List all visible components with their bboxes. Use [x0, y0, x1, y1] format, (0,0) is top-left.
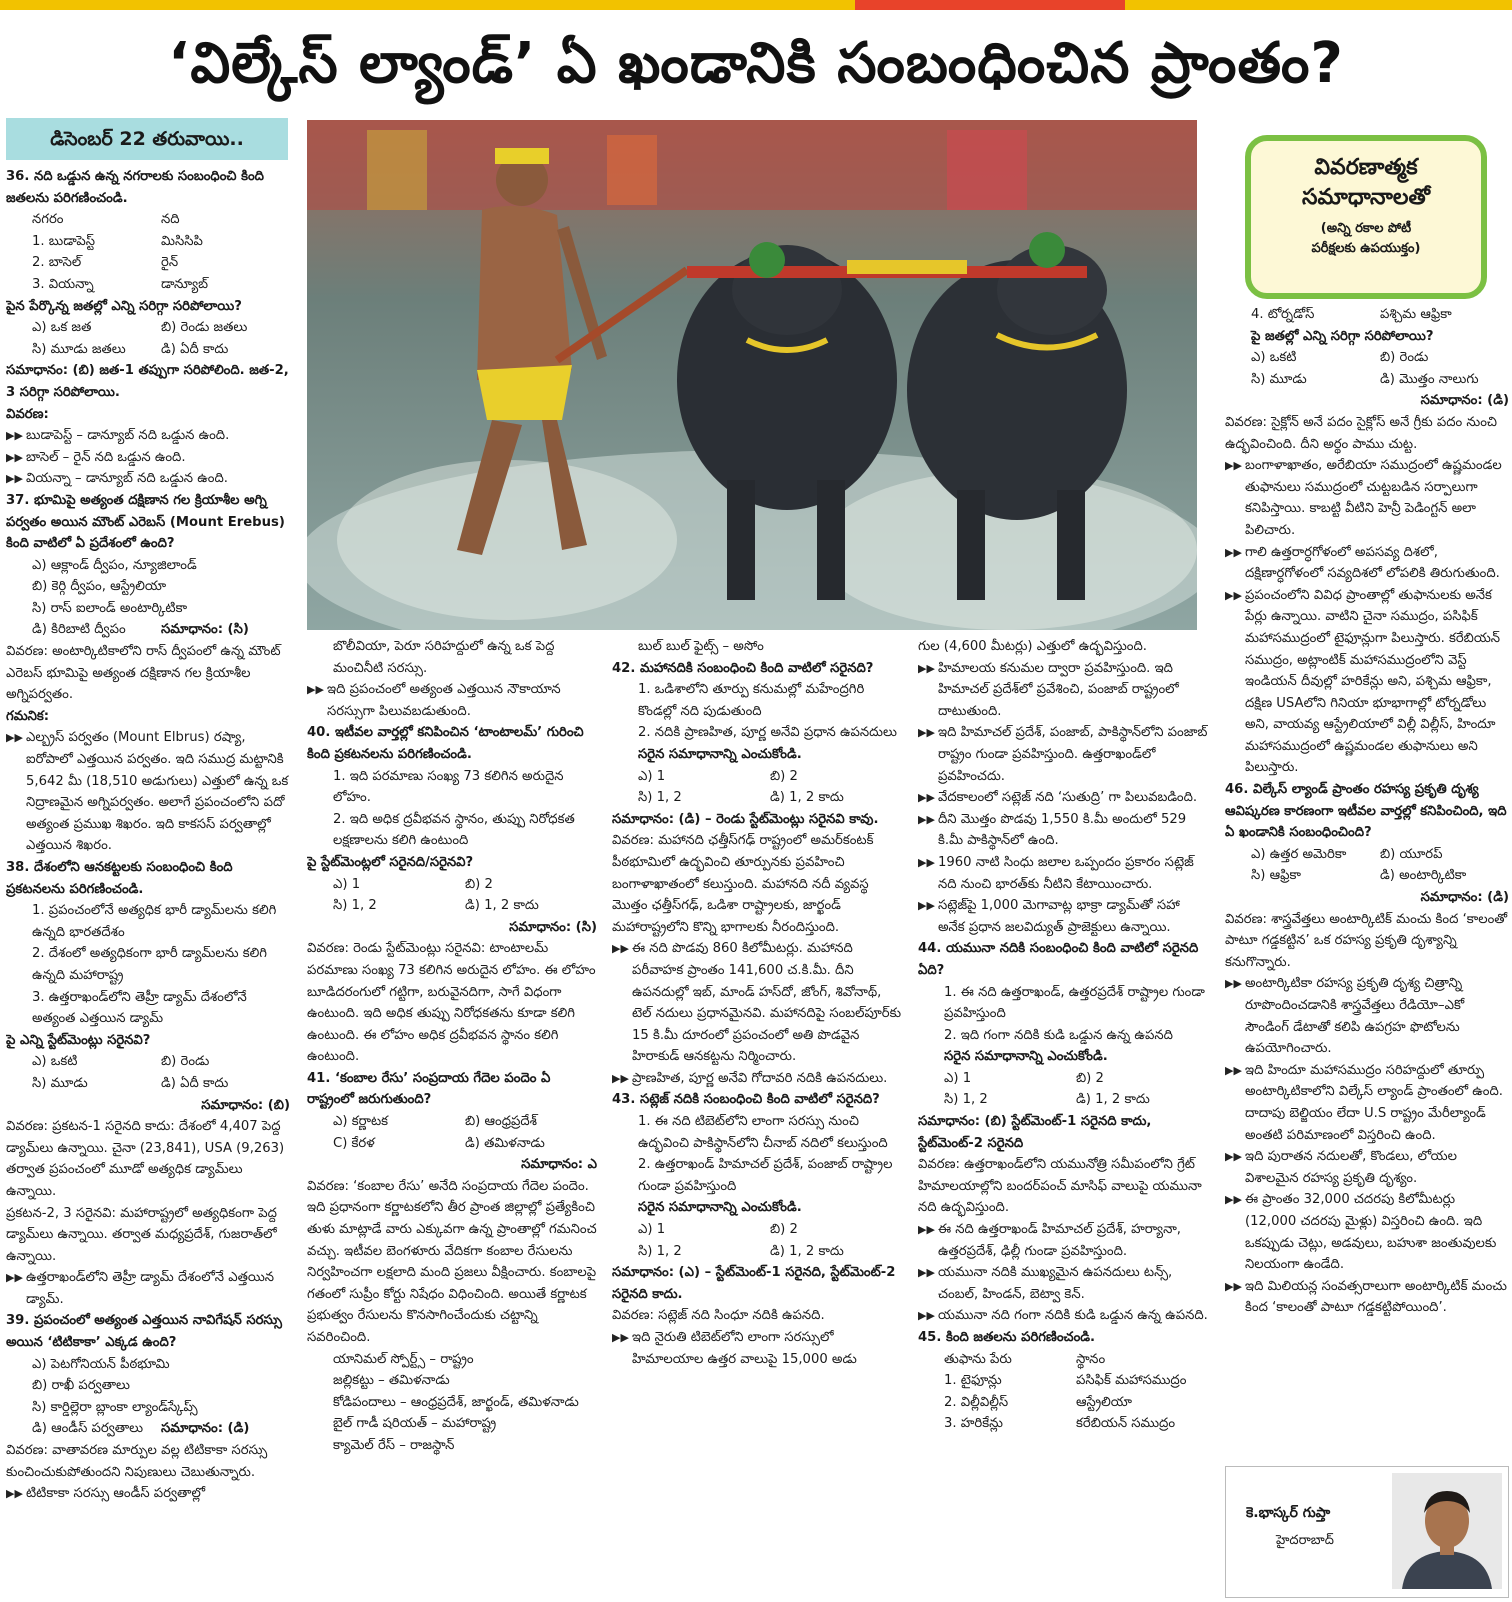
bullet-icon: ▶▶ [1225, 1063, 1242, 1077]
author-name: కె.భాస్కర్ గుప్తా [1246, 1505, 1331, 1521]
q39-option-a: ఎ) పెటగోనియన్ పీఠభూమి [32, 1356, 170, 1372]
bullet-icon: ▶▶ [6, 472, 23, 486]
q36-header [6, 209, 290, 231]
col2-bullet-1 [307, 679, 597, 722]
question-46: 46. విల్కేస్ ల్యాండ్ ప్రాంతం రహస్య ప్రకృతి దృశ్య ఆవిష్కరణ కారణంగా ఇటీవల వార్తల్లో కనిపించింది, ఇది ఏ ఖండానికి సంబంధించింది? [1225, 782, 1507, 841]
q45-row-4-place: పశ్చిమ ఆఫ్రికా [1380, 307, 1452, 322]
bullet-icon: ▶▶ [918, 899, 935, 913]
q45-header-name: తుఫాను పేరు [944, 1351, 1012, 1367]
bullet-icon: ▶▶ [6, 450, 23, 464]
q38-explanation: వివరణ: ప్రకటన-1 సరైనది కాదు: దేశంలో 4,407 పెద్ద డ్యామ్‌లు ఉన్నాయి. చైనా (23,841), USA (9,263) తర్వాత ప్రపంచంలో మూడో అత్యధిక డ్యామ్‌లు ఉన్నాయి. [6, 1119, 285, 1199]
q42-statement-1: 1. ఒడిశాలోని తూర్పు కనుమల్లో మహేంద్రగిరి కొండల్లో నది పుడుతుంది [638, 682, 865, 719]
bullet-icon: ▶▶ [612, 1071, 629, 1085]
q42-options-2 [612, 787, 902, 809]
q36-options-1 [6, 317, 290, 339]
bullet-icon: ▶▶ [612, 1331, 629, 1344]
question-38: 38. దేశంలోని ఆనకట్టలకు సంబంధించి కింది ప్రకటనలను పరిగణించండి. [6, 860, 233, 897]
date-banner: డిసెంబర్ 22 తరువాయి.. [6, 118, 288, 160]
sports-list-item-1: జల్లికట్టు – తమిళనాడు [333, 1373, 450, 1389]
q36-row-1-city: 1. బుడాపెస్ట్ [32, 233, 95, 249]
bullet-icon: ▶▶ [918, 661, 935, 675]
titicaca-continued: బొలీవియా, పెరూ సరిహద్దులో ఉన్న ఒక పెద్ద మంచినీటి సరస్సు. [333, 639, 555, 676]
q45-header [918, 1349, 1208, 1371]
q43-option-c: సి) 1, 2 [638, 1243, 682, 1259]
q45-row-1-place: పసిఫిక్ మహాసముద్రం [1076, 1373, 1187, 1389]
q46-option-a: ఎ) ఉత్తర అమెరికా [1251, 846, 1347, 862]
bullet-icon: ▶▶ [1225, 1193, 1242, 1207]
col5-bullet-8-text: ఇది మిలియన్ల సంవత్సరాలుగా అంటార్కిటిక్ మంచు కింద ‘కాలంతో పాటూ గడ్డకట్టిపోయింది’. [1245, 1278, 1507, 1316]
q41-option-d: డి) తమిళనాడు [465, 1135, 545, 1151]
q37-option-c: సి) రాస్ ఐలాండ్ అంటార్కిటికా [32, 600, 188, 616]
bullet-icon: ▶▶ [918, 855, 935, 869]
q37-option-d-row [6, 619, 290, 641]
q43-statement-2: 2. ఉత్తరాఖండ్ హిమాచల్ ప్రదేశ్, పంజాబ్ రాష్ట్రాల గుండా ప్రవహిస్తుంది [638, 1157, 893, 1194]
q44-options-2 [918, 1089, 1208, 1111]
q41-options-2 [307, 1133, 597, 1155]
col4-bullet-7 [918, 1219, 1208, 1262]
q40-answer: సమాధానం: (సి) [509, 919, 597, 935]
bullet-icon: ▶▶ [1225, 545, 1242, 559]
question-42: 42. మహానదికి సంబంధించి కింది వాటిలో సరైనది? [612, 660, 874, 676]
bullet-icon: ▶▶ [6, 731, 23, 745]
column-5 [1225, 304, 1509, 1460]
q41-answer: సమాధానం: ఎ [521, 1157, 597, 1173]
col4-bullet-4 [918, 809, 1208, 852]
q42-option-b: బి) 2 [770, 768, 798, 784]
col4-bullet-1-text: హిమాలయ కనుమల ద్వారా ప్రవహిస్తుంది. ఇది హిమాచల్ ప్రదేశ్‌లో ప్రవేశించి, పంజాబ్ రాష్ట్రంలో దాటుతుంది. [938, 660, 1179, 719]
sports-list-item-4: క్యామెల్ రేస్ – రాజస్థాన్ [333, 1437, 455, 1453]
question-44: 44. యమునా నదికి సంబంధించి కింది వాటిలో సరైనది ఏది? [918, 941, 1199, 978]
col4-bullet-4-text: దీని మొత్తం పొడవు 1,550 కి.మీ అందులో 529 కి.మీ పాకిస్థాన్‌లో ఉంది. [938, 811, 1187, 849]
col4-bullet-1 [918, 658, 1208, 723]
q44-explanation: వివరణ: ఉత్తరాఖండ్‌లోని యమునోత్రి సమీపంలోని గ్రేట్ హిమాలయాల్లోని బందర్‌పంచ్ మాసిఫ్ వాలుపై యమునా నది ఉద్భవిస్తుంది. [918, 1157, 1202, 1216]
col4-bullet-3 [918, 787, 1208, 809]
q36-row-1-river: మిసిసిపి [161, 233, 203, 249]
question-40: 40. ఇటీవల వార్తల్లో కనిపించిన ‘టాంటాలమ్’ గురించి కింది ప్రకటనలను పరిగణించండి. [307, 725, 584, 762]
q36-row-3-city: 3. వియన్నా [32, 276, 94, 292]
q40-explanation: వివరణ: రెండు స్టేట్‌మెంట్లు సరైనవి: టాంటాలమ్ పరమాణు సంఖ్య 73 కలిగిన అరుదైన లోహం. ఈ లోహం బూడిదరంగులో గట్టిగా, బరువైనదిగా, సాగే విధంగా ఉంటుంది. ఇది అధిక తుప్పు నిరోధకతను కూడా కలిగి ఉంటుంది. ఈ లోహం అధిక ద్రవీభవన స్థానం కలిగి ఉంటుంది. [307, 941, 596, 1065]
q38-options-2 [6, 1073, 290, 1095]
col5-bullet-5 [1225, 1060, 1509, 1146]
q38-ask: పై ఎన్ని స్టేట్‌మెంట్లు సరైనవి? [6, 1032, 151, 1048]
headline: ‘విల్కేస్ ల్యాండ్’ ఏ ఖండానికి సంబంధించిన ప్రాంతం? [168, 31, 1344, 96]
q45-row-1-name: 1. టైఫూన్లు [944, 1373, 1002, 1389]
question-36: 36. నది ఒడ్డున ఉన్న నగరాలకు సంబంధించి కింది జతలను పరిగణించండి. [6, 169, 264, 206]
q45-ask: పై జతల్లో ఎన్ని సరిగ్గా సరిపోలాయి? [1251, 328, 1434, 344]
q36-bullet-3 [6, 468, 290, 490]
q36-row-2-river: రైన్ [161, 255, 179, 271]
q43-option-a: ఎ) 1 [638, 1222, 666, 1238]
q37-option-d: డి) కిరిబాటి ద్వీపం [32, 622, 126, 638]
bullet-icon: ▶▶ [1225, 1150, 1242, 1164]
bullet-icon: ▶▶ [612, 942, 629, 956]
q37-option-a: ఎ) ఆక్లాండ్ ద్వీపం, న్యూజిలాండ్ [32, 557, 197, 573]
q38-bullet-1-text: ఉత్తరాఖండ్‌లోని తెహ్రీ డ్యామ్ దేశంలోనే ఎత్తయిన డ్యామ్. [26, 1270, 275, 1307]
col4-bullet-9 [918, 1305, 1208, 1327]
q38-statement-2: 2. దేశంలో అత్యధికంగా భారీ డ్యామ్‌లను కలిగి ఉన్నది మహారాష్ట్ర [32, 946, 267, 983]
column-2 [307, 636, 597, 1600]
q45-options-2 [1225, 369, 1509, 391]
bullet-icon: ▶▶ [918, 1266, 935, 1280]
q44-statement-2: 2. ఇది గంగా నదికి కుడి ఒడ్డున ఉన్న ఉపనది [944, 1027, 1173, 1043]
q43-options-1 [612, 1219, 902, 1241]
q42-option-d: డి) 1, 2 కాదు [770, 790, 844, 806]
bullet-icon: ▶▶ [1225, 588, 1242, 602]
q36-bullet-1-text: బుడాపెస్ట్ – డాన్యూబ్ నది ఒడ్డున ఉంది. [26, 428, 230, 444]
q37-option-b: బి) కెర్గి ద్వీపం, ఆస్ట్రేలియా [32, 579, 167, 595]
bullet-icon: ▶▶ [6, 429, 23, 443]
q41-option-a: ఎ) కర్ణాటక [333, 1114, 389, 1130]
q42-options-1 [612, 766, 902, 788]
q40-option-a: ఎ) 1 [333, 876, 361, 892]
col5-bullet-4 [1225, 973, 1509, 1059]
top-color-bar [0, 0, 1512, 10]
question-45: 45. కింది జతలను పరిగణించండి. [918, 1330, 1096, 1345]
q39-answer: సమాధానం: (డి) [161, 1421, 250, 1437]
q43-statement-1: 1. ఈ నది టిబెట్‌లోని లాంగా సరస్సు నుంచి ఉద్భవించి పాకిస్థాన్‌లోని చీనాబ్ నదిలో కలుస్తుంది [638, 1114, 888, 1151]
q42-ask: సరైన సమాధానాన్ని ఎంచుకోండి. [638, 746, 802, 762]
col5-bullet-2-text: గాలి ఉత్తరార్ధగోళంలో అపసవ్య దిశలో, దక్షిణార్ధగోళంలో సవ్యదిశలో లోపలికి తిరుగుతుంది. [1245, 544, 1500, 582]
q46-explanation: వివరణ: శాస్త్రవేత్తలు అంటార్కిటిక్ మంచు కింద ‘కాలంతో పాటూ గడ్డకట్టిన’ ఒక రహస్య ప్రకృతి దృశ్యాన్ని కనుగొన్నారు. [1225, 911, 1508, 970]
col5-bullet-2 [1225, 542, 1509, 585]
q45-row-3-place: కరేబియన్ సముద్రం [1076, 1416, 1176, 1432]
question-37: 37. భూమిపై అత్యంత దక్షిణాన గల క్రియాశీల అగ్ని పర్వతం అయిన మౌంట్ ఎరెబస్ (Mount Erebus) కింది వాటిలో ఏ ప్రదేశంలో ఉంది? [6, 492, 285, 552]
q42-answer: సమాధానం: (డి) – రెండు స్టేట్‌మెంట్లు సరైనవి కావు. [612, 811, 879, 827]
sports-list-item-5: బుల్ బుల్ ఫైట్స్ – అసోం [638, 639, 764, 654]
q40-ask: పై స్టేట్‌మెంట్లలో సరైనది/సరైనవి? [307, 854, 474, 870]
q36-bullet-3-text: వియన్నా – డాన్యూబ్ నది ఒడ్డున ఉంది. [26, 471, 228, 487]
q45-option-d: డి) మొత్తం నాలుగు [1380, 371, 1479, 387]
col5-bullet-3-text: ప్రపంచంలోని వివిధ ప్రాంతాల్లో తుఫానులకు అనేక పేర్లు ఉన్నాయి. వాటిని చైనా సముద్రం, పసిఫిక్ మహాసముద్రంలో టైఫూన్లుగా పిలుస్తారు. కరేబియన్ సముద్రం, అట్లాంటిక్ మహాసముద్రంలోని వెస్ట్ ఇండియన్ దీవుల్లో హరికేన్లు అని, పశ్చిమ ఆఫ్రికా, దక్షిణ USAలోని గినియా భూభాగాల్లో టోర్నడోలు అని, వాయవ్య ఆస్ట్రేలియాలో విల్లీ విల్లీస్, హిందూ మహాసముద్రంలో ఉష్ణమండల తుఫానులు అని పిలుస్తారు. [1245, 587, 1501, 776]
q39-option-b: బి) రాఖీ పర్వతాలు [32, 1378, 130, 1394]
author-photo [1392, 1473, 1502, 1589]
q43-options-2 [612, 1241, 902, 1263]
author-city: హైదరాబాద్ [1276, 1533, 1334, 1548]
col5-bullet-7 [1225, 1189, 1509, 1275]
q37-note [6, 727, 290, 857]
q45-row-4 [1225, 304, 1509, 326]
q39-explanation: వివరణ: వాతావరణ మార్పుల వల్ల టిటికాకా సరస్సు కుంచించుకుపోతుందని నిపుణులు చెబుతున్నారు. [6, 1443, 268, 1480]
kambala-race-photo [307, 120, 1197, 630]
q45-option-a: ఎ) ఒకటి [1251, 350, 1297, 366]
badge-line-3: (అన్ని రకాల పోటీ [1320, 221, 1412, 236]
q46-option-b: బి) యూరప్ [1380, 846, 1443, 862]
badge-line-2: సమాధానాలతో [1302, 185, 1430, 210]
q43-answer: సమాధానం: (ఎ) – స్టేట్‌మెంట్-1 సరైనది, స్టేట్‌మెంట్-2 సరైనది కాదు. [612, 1265, 896, 1302]
sutlej-continued: గుల (4,600 మీటర్లు) ఎత్తులో ఉద్భవిస్తుంది. [918, 639, 1147, 654]
q39-bullet-1-text: టిటికాకా సరస్సు ఆండీస్ పర్వతాల్లో [26, 1486, 206, 1502]
q40-statement-1: 1. ఇది పరమాణు సంఖ్య 73 కలిగిన అరుదైన లోహం. [333, 768, 564, 806]
bullet-icon: ▶▶ [1225, 459, 1242, 473]
sports-list-item-2: కోడిపందాలు – ఆంధ్రప్రదేశ్, జార్ఖండ్, తమిళనాడు [333, 1394, 579, 1410]
q38-bullet-1 [6, 1267, 290, 1310]
q39-option-d-row [6, 1418, 290, 1440]
column-4 [918, 636, 1208, 1600]
q45-header-place: స్థానం [1076, 1351, 1106, 1367]
q44-option-c: సి) 1, 2 [944, 1092, 988, 1108]
bullet-icon: ▶▶ [918, 812, 935, 826]
bullet-icon: ▶▶ [6, 1487, 23, 1501]
q44-statement-1: 1. ఈ నది ఉత్తరాఖండ్, ఉత్తరప్రదేశ్ రాష్ట్రాల గుండా ప్రవహిస్తుంది [944, 984, 1205, 1022]
col3-bullet-2-text: ప్రాణహిత, పూర్ణ అనేవి గోదావరి నదికి ఉపనదులు. [632, 1070, 888, 1086]
q40-options-2 [307, 895, 597, 917]
q37-answer: సమాధానం: (సి) [161, 622, 249, 638]
q43-explanation: వివరణ: సట్లెజ్ నది సింధూ నదికి ఉపనది. [612, 1308, 825, 1324]
q36-bullet-1 [6, 425, 290, 447]
q43-option-b: బి) 2 [770, 1222, 798, 1238]
q44-option-b: బి) 2 [1076, 1070, 1104, 1086]
bullet-icon: ▶▶ [918, 1309, 935, 1323]
kambala-race-illustration [307, 120, 1197, 630]
top-color-bar-accent [855, 0, 1125, 10]
q42-explanation: వివరణ: మహానది ఛత్తీస్‌గఢ్ రాష్ట్రంలో అమర్‌కంటక్ పీఠభూమిలో ఉద్భవించి తూర్పునకు ప్రవహించి బంగాళాఖాతంలో కలుస్తుంది. మహానది నదీ వ్యవస్థ మొత్తం ఛత్తీస్‌గఢ్, ఒడిశా రాష్ట్రాలకు, జార్ఖండ్ మహారాష్ట్రలోని కొన్ని భాగాలకు నీరందిస్తుంది. [612, 833, 874, 935]
q45-option-b: బి) రెండు [1380, 350, 1429, 366]
q38-options-1 [6, 1051, 290, 1073]
col4-bullet-6-text: సట్లెజ్‌పై 1,000 మెగావాట్ల భాక్రా డ్యామ్‌తో సహా అనేక ప్రధాన జలవిద్యుత్ ప్రాజెక్టులు ఉన్నాయి. [938, 898, 1180, 935]
bullet-icon: ▶▶ [1225, 1279, 1242, 1293]
col2-bullet-1-text: ఇది ప్రపంచంలో అత్యంత ఎత్తయిన నౌకాయాన సరస్సుగా పిలువబడుతుంది. [327, 682, 561, 719]
bullet-icon: ▶▶ [307, 683, 324, 697]
bullet-icon: ▶▶ [6, 1271, 23, 1285]
q39-bullet-1 [6, 1483, 290, 1505]
q42-option-c: సి) 1, 2 [638, 790, 682, 806]
q38-option-b: బి) రెండు [161, 1054, 210, 1070]
q36-option-b: బి) రెండు జతలు [161, 320, 248, 336]
question-43: 43. సట్లెజ్ నదికి సంబంధించి కింది వాటిలో సరైనది? [612, 1092, 880, 1108]
q45-answer: సమాధానం: (డి) [1420, 393, 1509, 409]
q36-header-river: నది [161, 212, 180, 228]
q40-option-d: డి) 1, 2 కాదు [465, 898, 539, 914]
q45-row-2 [918, 1392, 1208, 1414]
badge-line-1: వివరణాత్మక [1314, 155, 1418, 180]
q38-option-a: ఎ) ఒకటి [32, 1054, 78, 1070]
q39-option-d: డి) ఆండీస్ పర్వతాలు [32, 1421, 144, 1437]
q36-option-a: ఎ) ఒక జత [32, 320, 92, 336]
col4-bullet-9-text: యమునా నది గంగా నదికి కుడి ఒడ్డున ఉన్న ఉపనది. [938, 1308, 1208, 1324]
q38-statement-1: 1. ప్రపంచంలోనే అత్యధిక భారీ డ్యామ్‌లను కలిగి ఉన్నది భారతదేశం [32, 903, 277, 940]
col4-bullet-8 [918, 1262, 1208, 1305]
q36-explanation-label: వివరణ: [6, 406, 49, 422]
q44-options-1 [918, 1068, 1208, 1090]
q36-row-1 [6, 231, 290, 253]
q36-row-3-river: డాన్యూబ్ [161, 276, 209, 292]
col4-bullet-5 [918, 852, 1208, 895]
q40-option-c: సి) 1, 2 [333, 898, 377, 914]
q37-explanation: వివరణ: అంటార్కిటికాలోని రాస్ ద్వీపంలో ఉన్న మౌంట్ ఎరెబస్ భూమిపై అత్యంత దక్షిణాన గల క్రియాశీల అగ్నిపర్వతం. [6, 644, 281, 703]
column-3 [612, 636, 902, 1600]
q45-option-c: సి) మూడు [1251, 371, 1307, 387]
q38-option-c: సి) మూడు [32, 1075, 88, 1091]
sports-list-header: యానిమల్ స్పోర్ట్స్ – రాష్ట్రం [333, 1351, 474, 1367]
q40-statement-2: 2. ఇది అధిక ద్రవీభవన స్థానం, తుప్పు నిరోధకత లక్షణాలను కలిగి ఉంటుంది [333, 811, 575, 849]
q36-header-city: నగరం [32, 212, 64, 228]
q36-row-3 [6, 274, 290, 296]
q45-row-4-name: 4. టోర్నడోస్ [1251, 307, 1315, 322]
col5-bullet-6 [1225, 1146, 1509, 1189]
badge-line-4: పరీక్షలకు ఉపయుక్తం) [1311, 241, 1421, 256]
col4-bullet-2-text: ఇది హిమాచల్ ప్రదేశ్, పంజాబ్, పాకిస్థాన్‌లోని పంజాబ్ రాష్ట్రం గుండా ప్రవహిస్తుంది. ఉత్తరాఖండ్‌లో ప్రవహించదు. [938, 725, 1208, 784]
q41-option-c: C) కేరళ [333, 1135, 375, 1151]
q46-options-2 [1225, 865, 1509, 887]
question-41: 41. ‘కంబాల రేసు’ సంప్రదాయ గేదెల పందెం ఏ రాష్ట్రంలో జరుగుతుంది? [307, 1070, 551, 1108]
q38-answer: సమాధానం: (బి) [201, 1097, 290, 1113]
q45-row-3 [918, 1413, 1208, 1435]
col3-bullet-3 [612, 1327, 902, 1370]
sports-list-item-3: బైల్ గాడీ షరియత్ – మహారాష్ట్ర [333, 1416, 497, 1432]
q38-statement-3: 3. ఉత్తరాఖండ్‌లోని తెహ్రీ డ్యామ్ దేశంలోనే అత్యంత ఎత్తయిన డ్యామ్ [32, 989, 247, 1027]
q46-answer: సమాధానం: (డి) [1420, 890, 1509, 906]
q42-statement-2: 2. నదికి ప్రాణహిత, పూర్ణ అనేవి ప్రధాన ఉపనదులు [638, 725, 897, 741]
col5-bullet-1-text: బంగాళాఖాతం, అరేబియా సముద్రంలో ఉష్ణమండల తుఫానులు సముద్రంలో చుట్టబడిన సర్పాలుగా కనిపిస్తాయి. కాబట్టి వీటిని హెన్రీ పెడింగ్టన్ అలా పిలిచారు. [1245, 458, 1502, 538]
q36-option-d: డి) ఏదీ కాదు [161, 341, 229, 357]
bullet-icon: ▶▶ [918, 1223, 935, 1237]
q36-option-c: సి) మూడు జతలు [32, 341, 126, 357]
col3-bullet-2 [612, 1068, 902, 1090]
col4-bullet-8-text: యమునా నదికి ముఖ్యమైన ఉపనదులు టన్స్, చంబల్, హిండన్, బెట్వా కెన్. [938, 1265, 1173, 1302]
col5-bullet-8 [1225, 1276, 1509, 1319]
column-1 [6, 166, 290, 1600]
q36-answer: సమాధానం: (బి) జత-1 తప్పుగా సరిపోలింది. జత-2, 3 సరిగ్గా సరిపోలాయి. [6, 363, 289, 400]
q36-ask: పైన పేర్కొన్న జతల్లో ఎన్ని సరిగ్గా సరిపోలాయి? [6, 298, 242, 314]
author-box [1225, 1466, 1509, 1598]
col5-bullet-1 [1225, 455, 1509, 541]
answers-badge [1245, 135, 1487, 299]
q38-explanation-2: ప్రకటన-2, 3 సరైనవి: మహారాష్ట్రలో అత్యధికంగా పెద్ద డ్యామ్‌లు ఉన్నాయి. తర్వాత మధ్యప్రదేశ్, గుజరాత్‌లో ఉన్నాయి. [6, 1205, 277, 1264]
col4-bullet-5-text: 1960 నాటి సింధు జలాల ఒప్పందం ప్రకారం సట్లెజ్ నది నుంచి భారత్‌కు నీటిని కేటాయించారు. [938, 854, 1194, 892]
col5-bullet-3 [1225, 585, 1509, 779]
q44-ask: సరైన సమాధానాన్ని ఎంచుకోండి. [944, 1049, 1108, 1065]
bullet-icon: ▶▶ [918, 791, 935, 805]
col4-bullet-7-text: ఈ నది ఉత్తరాఖండ్ హిమాచల్ ప్రదేశ్, హర్యానా, ఉత్తరప్రదేశ్, ఢిల్లీ గుండా ప్రవహిస్తుంది. [938, 1222, 1181, 1259]
q43-ask: సరైన సమాధానాన్ని ఎంచుకోండి. [638, 1200, 802, 1216]
q45-row-2-place: ఆస్ట్రేలియా [1076, 1394, 1132, 1410]
q41-explanation: వివరణ: ‘కంబాల రేసు’ అనేది సంప్రదాయ గేదెల పందెం. ఇది ప్రధానంగా కర్ణాటకలోని తీర ప్రాంత జిల్లాల్లో ప్రత్యేకించి తుళు మాట్లాడే వారు ఎక్కువగా ఉన్న ప్రాంతాల్లో గమనించ వచ్చు. ఇటీవల బెంగళూరు వేదికగా కంబాల రేసులను నిర్వహించగా లక్షలాది మంది ప్రజలు వీక్షించారు. కంబాలపై గతంలో సుప్రీం కోర్టు నిషేధం విధించింది. అయితే కర్ణాటక ప్రభుత్వం రేసులను కొనసాగించేందుకు చట్టాన్ని సవరించింది. [307, 1178, 597, 1345]
q44-answer: సమాధానం: (బి) స్టేట్‌మెంట్-1 సరైనది కాదు, స్టేట్‌మెంట్-2 సరైనది [918, 1114, 1152, 1151]
col4-bullet-2 [918, 722, 1208, 787]
col3-bullet-1 [612, 938, 902, 1068]
q39-option-c: సి) కార్డిల్లెరా బ్లాంకా ల్యాండ్‌స్కేప్స్ [32, 1399, 198, 1415]
q36-options-2 [6, 339, 290, 361]
q41-option-b: బి) ఆంధ్రప్రదేశ్ [465, 1114, 537, 1130]
q37-note-label: గమనిక: [6, 708, 50, 724]
q42-option-a: ఎ) 1 [638, 768, 666, 784]
q36-row-2-city: 2. బాసెల్ [32, 255, 82, 271]
q45-row-3-name: 3. హరికేన్లు [944, 1416, 1003, 1432]
q40-option-b: బి) 2 [465, 876, 493, 892]
bullet-icon: ▶▶ [1225, 977, 1242, 991]
col5-bullet-6-text: ఇది పురాతన నదులతో, కొండలు, లోయల విశాలమైన రహస్య ప్రకృతి దృశ్యం. [1245, 1149, 1457, 1186]
q46-options-1 [1225, 844, 1509, 866]
q41-options-1 [307, 1111, 597, 1133]
q45-row-2-name: 2. విల్లీవిల్లీస్ [944, 1394, 1009, 1410]
q46-option-c: సి) ఆఫ్రికా [1251, 868, 1301, 884]
q36-bullet-2-text: బాసెల్ – రైన్ నది ఒడ్డున ఉంది. [26, 449, 186, 465]
col3-bullet-3-text: ఇది నైరుతి టిబెట్‌లోని లాంగా సరస్సులో హిమాలయాల ఉత్తర వాలుపై 15,000 అడు [632, 1330, 857, 1367]
col4-bullet-6 [918, 895, 1208, 938]
q45-options-1 [1225, 347, 1509, 369]
col4-bullet-3-text: వేదకాలంలో సట్లెజ్ నది ‘సుతుద్రి’ గా పిలువబడింది. [938, 790, 1198, 806]
bullet-icon: ▶▶ [918, 726, 935, 740]
q46-option-d: డి) అంటార్కిటికా [1380, 868, 1467, 884]
col3-bullet-1-text: ఈ నది పొడవు 860 కిలోమీటర్లు. మహానది పరీవాహక ప్రాంతం 141,600 చ.కి.మీ. దీని ఉపనదుల్లో ఇబ్, మాండ్ హస్‌దో, జోంగ్, శివోనాథ్, టెల్ నదులు ప్రధానమైనవి. మహానదిపై సంబల్‌పూర్‌కు 15 కి.మీ దూరంలో ప్రపంచంలో అతి పొడవైన హిరాకుడ్ ఆనకట్టను నిర్మించారు. [632, 941, 902, 1065]
q43-option-d: డి) 1, 2 కాదు [770, 1243, 844, 1259]
col5-bullet-7-text: ఈ ప్రాంతం 32,000 చదరపు కిలోమీటర్లు (12,000 చదరపు మైళ్లు) విస్తరించి ఉంది. ఇది ఒకప్పుడు చెట్లు, అడవులు, బహుశా జంతువులకు నిలయంగా ఉండేది. [1245, 1192, 1497, 1273]
q38-option-d: డి) ఏదీ కాదు [161, 1075, 229, 1091]
question-39: 39. ప్రపంచంలో అత్యంత ఎత్తయిన నావిగేషన్ సరస్సు అయిన ‘టిటికాకా’ ఎక్కడ ఉంది? [6, 1313, 283, 1351]
q36-bullet-2 [6, 447, 290, 469]
q45-row-1 [918, 1370, 1208, 1392]
q40-options-1 [307, 874, 597, 896]
q45-explanation: వివరణ: సైక్లోన్ అనే పదం సైక్లోస్ అనే గ్రీకు పదం నుంచి ఉద్భవించింది. దీని అర్థం పాము చుట్ట. [1225, 414, 1498, 452]
q44-option-a: ఎ) 1 [944, 1070, 972, 1086]
col5-bullet-5-text: ఇది హిందూ మహాసముద్రం సరిహద్దులో తూర్పు అంటార్కిటికాలోని విల్కేస్ ల్యాండ్ ప్రాంతంలో ఉంది. దాదాపు బెల్జియం లేదా U.S రాష్ట్రం మేరీల్యాండ్ అంతటి పరిమాణంలో విస్తరించి ఉంది. [1245, 1062, 1503, 1143]
q37-note-text: ఎల్బ్రస్ పర్వతం (Mount Elbrus) రష్యా, ఐరోపాలో ఎత్తయిన పర్వతం. ఇది సముద్ర మట్టానికి 5,642 మీ (18,510 అడుగులు) ఎత్తులో ఉన్న ఒక నిద్రాణమైన అగ్నిపర్వతం. అలాగే ప్రపంచంలోని పదో అత్యంత ప్రముఖ శిఖరం. ఇది కాకసస్ పర్వతాల్లో ఎత్తయిన శిఖరం. [26, 730, 289, 854]
col5-bullet-4-text: అంటార్కిటికా రహస్య ప్రకృతి దృశ్య చిత్రాన్ని రూపొందించడానికి శాస్త్రవేత్తలు రేడియో–ఎకో సౌండింగ్ డేటాతో కలిపి ఉపగ్రహ ఫొటోలను ఉపయోగించారు. [1245, 976, 1465, 1057]
q36-row-2 [6, 252, 290, 274]
q44-option-d: డి) 1, 2 కాదు [1076, 1092, 1150, 1108]
